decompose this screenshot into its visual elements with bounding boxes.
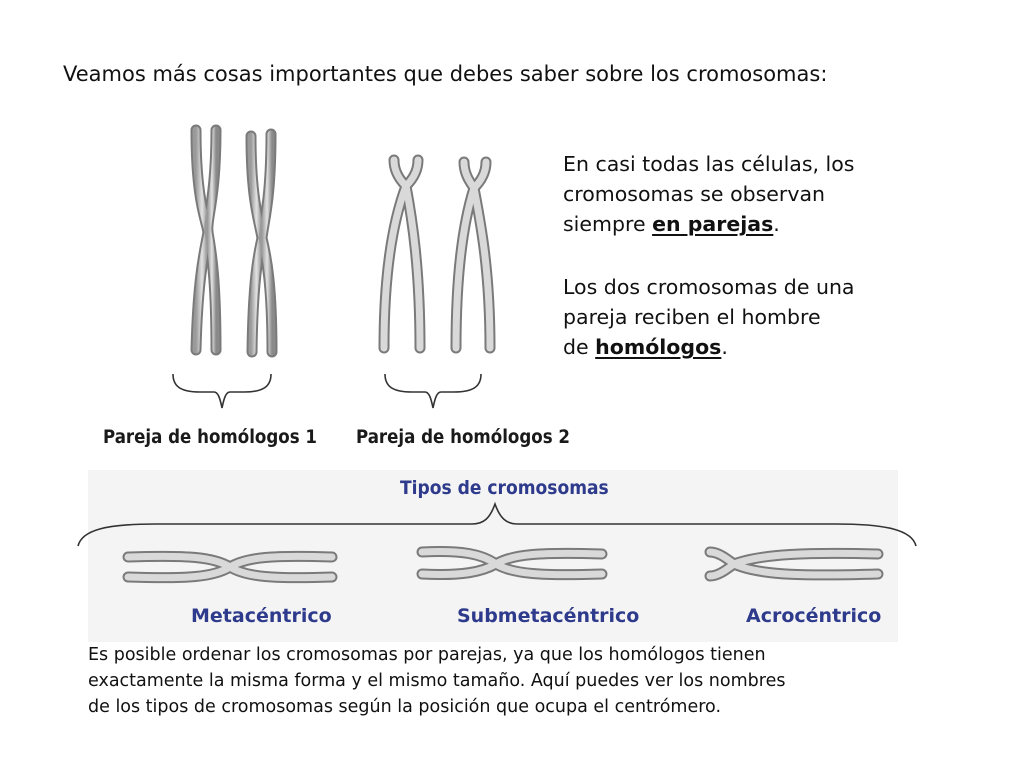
paragraph-line: Los dos cromosomas de una bbox=[563, 275, 855, 299]
metacentric-chromosome-icon bbox=[118, 545, 344, 589]
paragraph-line bbox=[563, 332, 855, 362]
type-label-metacentric: Metacéntrico bbox=[191, 605, 332, 627]
brace-icon bbox=[382, 372, 484, 412]
explanation-text bbox=[88, 642, 785, 720]
acrocentric-chromosome-icon bbox=[700, 540, 890, 588]
type-label-submetacentric: Submetacéntrico bbox=[457, 605, 640, 627]
type-label-acrocentric: Acrocéntrico bbox=[746, 605, 882, 627]
paragraph-line: Es posible ordenar los cromosomas por parejas, ya que los homólogos tienen bbox=[88, 645, 766, 665]
pair-2-label: Pareja de homólogos 2 bbox=[356, 427, 570, 448]
submetacentric-chromosome-icon bbox=[412, 540, 612, 588]
text-segment: de bbox=[563, 335, 596, 359]
text-segment: . bbox=[773, 212, 780, 236]
paragraph-pairs bbox=[563, 149, 854, 239]
text-segment: . bbox=[721, 335, 728, 359]
paragraph-line bbox=[563, 209, 854, 239]
pair-2-chromosomes bbox=[372, 148, 502, 360]
paragraph-line: cromosomas se observan bbox=[563, 182, 826, 206]
pair-1-chromosomes bbox=[176, 120, 286, 360]
paragraph-line: exactamente la misma forma y el mismo tamaño. Aquí puedes ver los nombres bbox=[88, 671, 786, 691]
emphasis-text: en parejas bbox=[652, 212, 774, 236]
paragraph-line: En casi todas las células, los bbox=[563, 152, 855, 176]
paragraph-line: de los tipos de cromosomas según la posición que ocupa el centrómero. bbox=[88, 697, 722, 717]
pair-1-label: Pareja de homólogos 1 bbox=[103, 427, 317, 448]
types-title: Tipos de cromosomas bbox=[400, 477, 609, 499]
paragraph-line: pareja reciben el hombre bbox=[563, 305, 821, 329]
paragraph-homologos bbox=[563, 272, 855, 362]
brace-icon bbox=[170, 372, 274, 412]
emphasis-text: homólogos bbox=[595, 335, 722, 359]
text-segment: siempre bbox=[563, 212, 653, 236]
page-title: Veamos más cosas importantes que debes saber sobre los cromosomas: bbox=[63, 62, 828, 86]
